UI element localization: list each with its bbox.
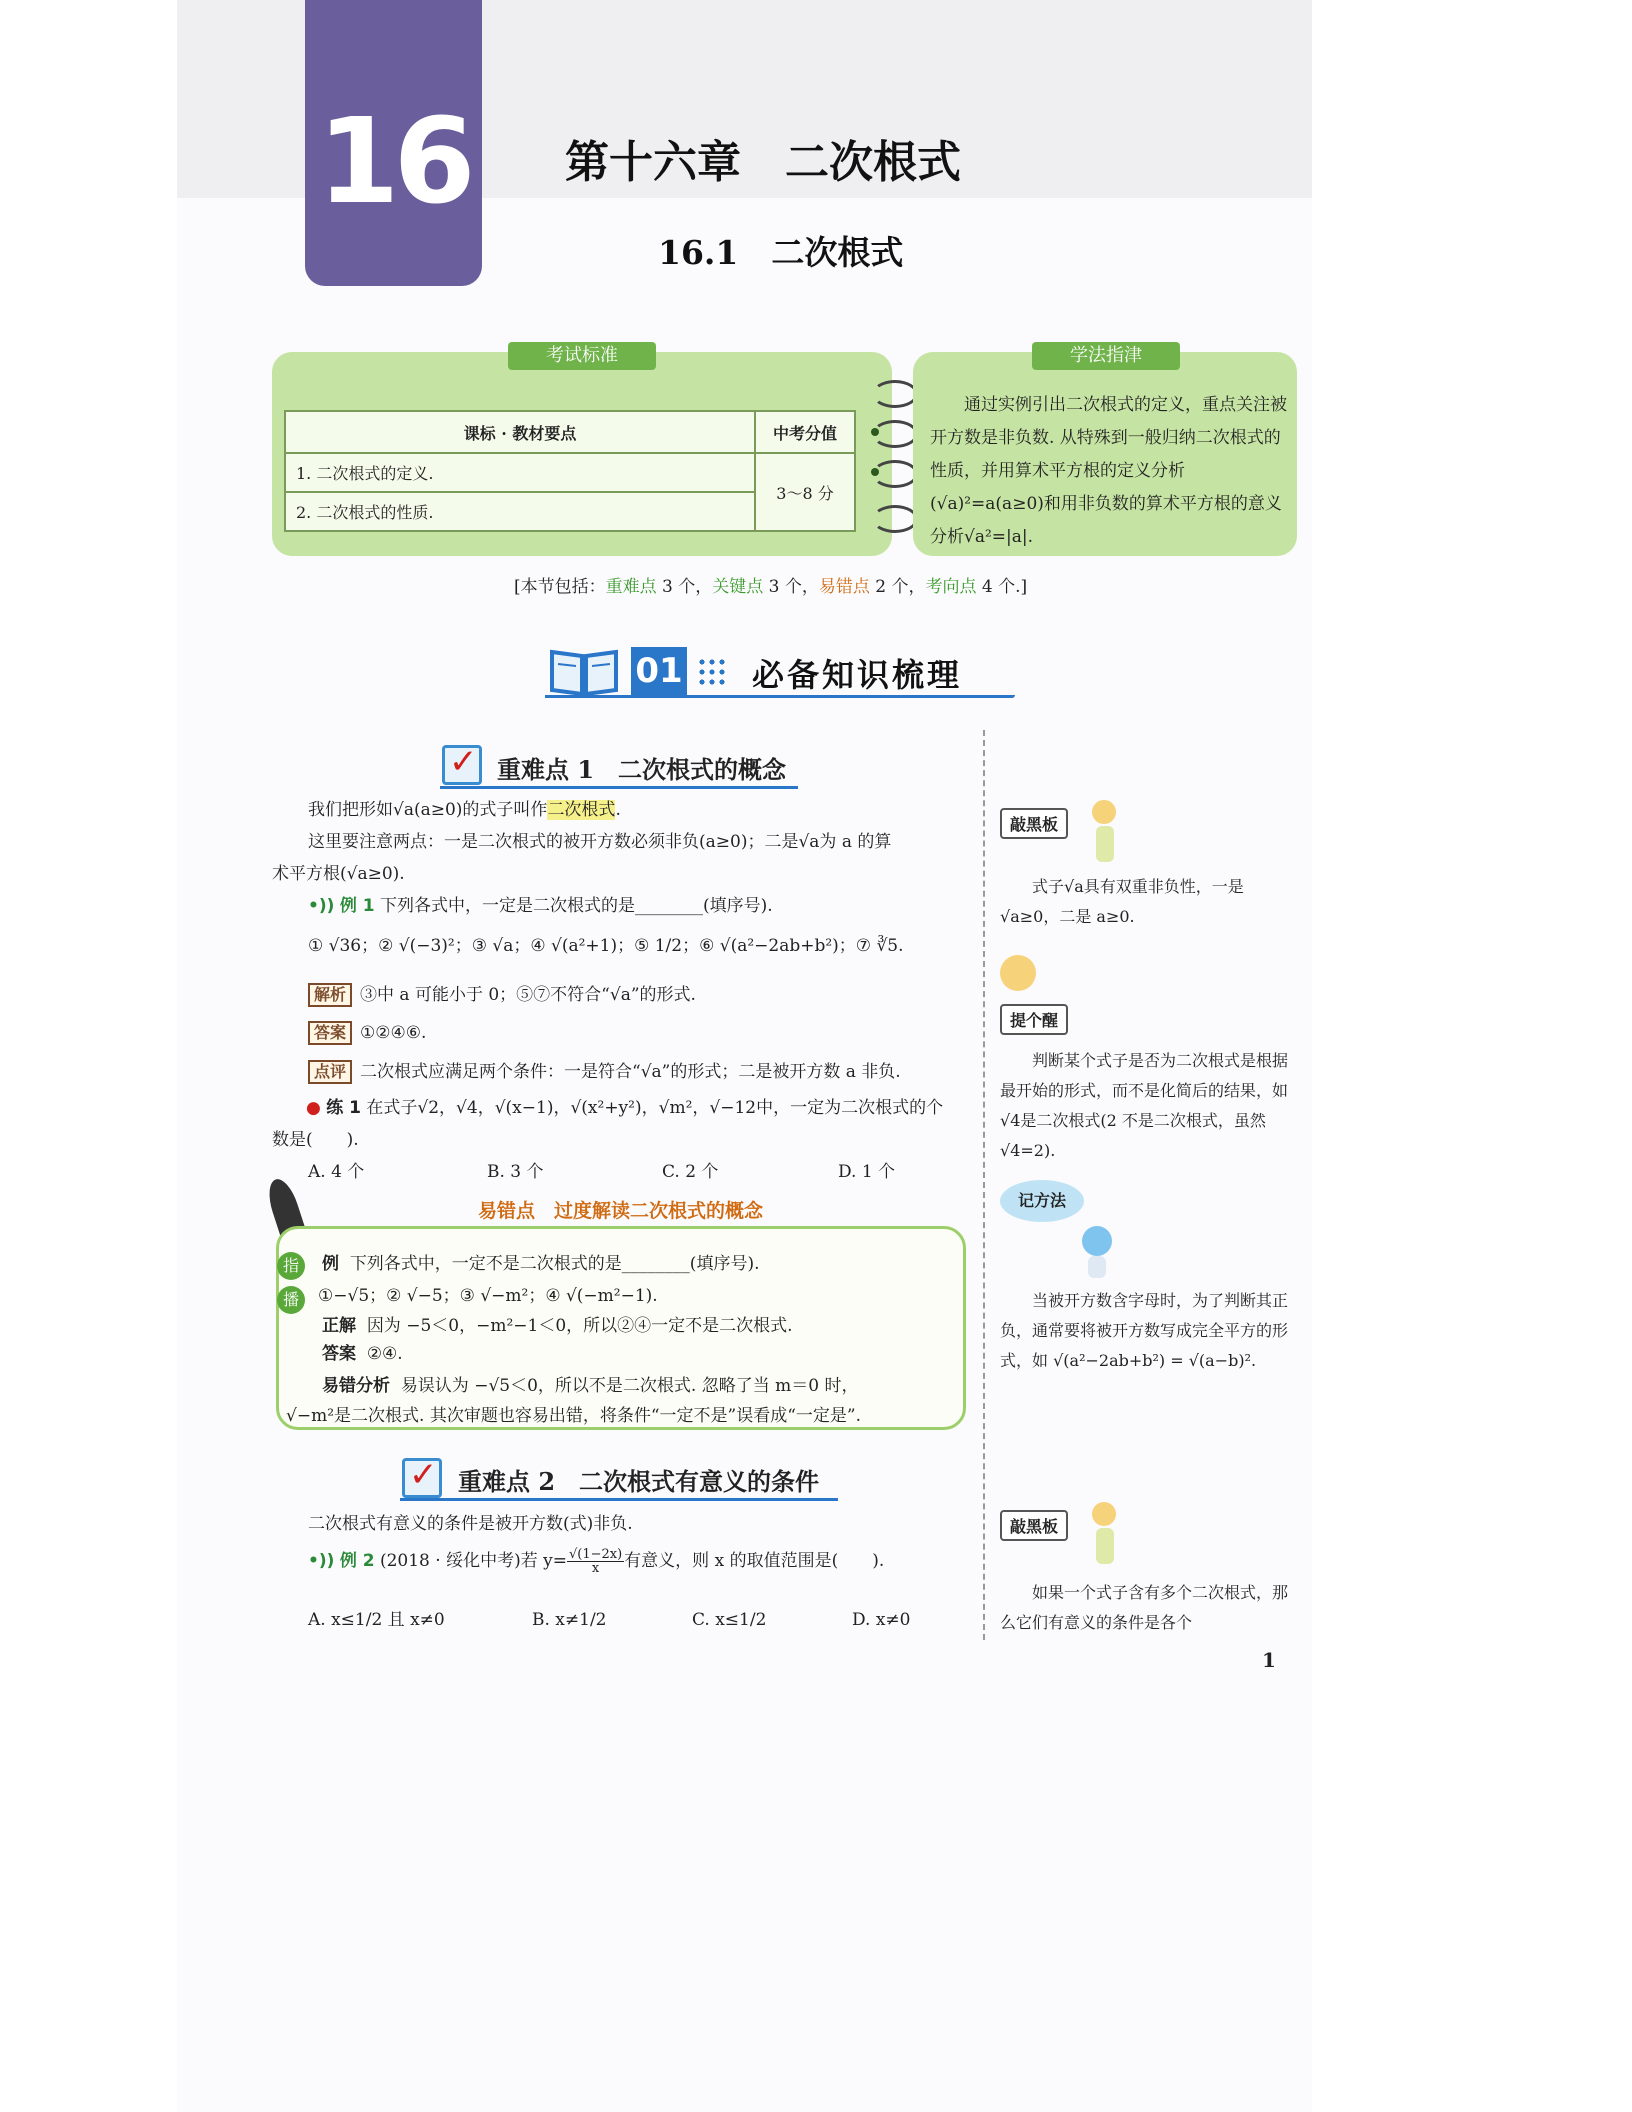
summary-prefix: [本节包括： [514, 577, 606, 597]
example2-suffix: 有意义，则 x 的取值范围是( ). [624, 1551, 885, 1571]
answer-text: ①②④⑥. [360, 1023, 427, 1043]
comment-text: 二次根式应满足两个条件：一是符合“√a”的形式；二是被开方数 a 非负. [360, 1062, 901, 1082]
summary-count: 3 个， [763, 577, 819, 597]
side-char: 播 [277, 1286, 305, 1314]
standards-header-points: 课标 · 教材要点 [285, 411, 755, 453]
binder-hole [871, 468, 879, 476]
solution-text: 因为 −5＜0，−m²−1＜0，所以②④一定不是二次根式. [366, 1316, 793, 1336]
practice-text: 在式子√2，√4，√(x−1)，√(x²+y²)，√m²，√−12中，一定为二次根式的个 [366, 1098, 944, 1118]
topic1-heading: 重难点 1 二次根式的概念 [497, 755, 787, 784]
analysis-tag: 解析 [308, 983, 352, 1007]
remind-text: 判断某个式子是否为二次根式是根据最开始的形式，而不是化简后的结果，如√4是二次根式(2 不是二次根式，虽然√4=2). [1000, 1051, 1289, 1160]
practice-choice-b: B. 3 个 [487, 1162, 544, 1182]
speaker-icon: •)) [308, 1551, 335, 1571]
binder-ring [872, 420, 918, 448]
example1-label: 例 1 [339, 896, 375, 916]
example2-fraction [567, 1548, 624, 1575]
summary-key: 关键点 [712, 577, 764, 597]
memo-tag: 记方法 [1000, 1180, 1084, 1222]
example1-options: ① √36；② √(−3)²；③ √a；④ √(a²+1)；⑤ 1/2；⑥ √(a²−2ab+b²)；⑦ ∛5. [308, 936, 904, 956]
memo-text: 当被开方数含字母时，为了判断其正负，通常要将被开方数写成完全平方的形式，如 √(a²−2ab+b²) = √(a−b)². [1000, 1291, 1289, 1370]
summary-key: 重难点 [605, 577, 657, 597]
summary-key: 考向点 [925, 577, 977, 597]
teacher-cartoon [1092, 800, 1116, 824]
comment-tag: 点评 [308, 1060, 352, 1084]
checkmark-icon: ✓ [442, 745, 482, 785]
binder-hole [871, 428, 879, 436]
topic1-note-line1: 这里要注意两点：一是二次根式的被开方数必须非负(a≥0)；二是√a为 a 的算 [308, 832, 892, 852]
example2-choice-d: D. x≠0 [852, 1610, 911, 1630]
example2-choice-a: A. x≤1/2 且 x≠0 [308, 1610, 445, 1630]
summary-key: 易错点 [818, 577, 870, 597]
column-divider [983, 730, 985, 1640]
error-options: ①−√5；② √−5；③ √−m²；④ √(−m²−1). [318, 1286, 658, 1306]
error-answer-label: 答案 [322, 1344, 356, 1364]
chapter-title: 第十六章 二次根式 [565, 137, 961, 188]
practice1 [306, 1096, 943, 1120]
teacher-cartoon [1092, 1502, 1116, 1526]
standards-header-score: 中考分值 [755, 411, 855, 453]
section-summary [514, 572, 1027, 597]
remind-tag: 提个醒 [1000, 1004, 1068, 1035]
topic1-definition [308, 798, 621, 822]
banner-dots [697, 657, 727, 687]
banner-number: 01 [631, 647, 687, 695]
practice-choice-a: A. 4 个 [308, 1162, 365, 1182]
definition-prefix: 我们把形如√a(a≥0)的式子叫作 [308, 800, 548, 820]
guide-text: 通过实例引出二次根式的定义，重点关注被开方数是非负数. 从特殊到一般归纳二次根式的性质，并用算术平方根的定义分析(√a)²=a(a≥0)和用非负数的算术平方根的意义分析√a²=|a|. [930, 395, 1287, 547]
banner-title: 必备知识梳理 [752, 656, 963, 694]
board2-text: 如果一个式子含有多个二次根式，那么它们有意义的条件是各个 [1000, 1583, 1289, 1632]
open-book-icon [548, 644, 620, 698]
analysis [308, 983, 696, 1007]
example2-label: 例 2 [339, 1551, 375, 1571]
boy-cartoon [1082, 1226, 1112, 1256]
answer-tag: 答案 [308, 1021, 352, 1045]
example1-text: 下列各式中，一定是二次根式的是________(填序号). [379, 896, 773, 916]
binder-ring [872, 380, 918, 408]
error-analysis-label: 易错分析 [322, 1376, 390, 1396]
solution-label: 正解 [322, 1316, 356, 1336]
binder-ring [872, 505, 918, 533]
error-answer-text: ②④. [366, 1344, 403, 1364]
teacher-body [1096, 826, 1114, 862]
standards-row: 2. 二次根式的性质. [285, 492, 755, 531]
comment [308, 1060, 901, 1084]
error-example-text: 下列各式中，一定不是二次根式的是________(填序号). [349, 1254, 760, 1274]
standards-pill: 考试标准 [508, 342, 656, 370]
summary-count: 3 个， [656, 577, 713, 597]
standards-table [284, 410, 856, 532]
topic2-underline [400, 1498, 838, 1501]
chapter-number: 16 [317, 92, 470, 230]
answer [308, 1021, 426, 1045]
error-side-badge [277, 1252, 309, 1324]
speaker-icon: •)) [308, 896, 335, 916]
page-number: 1 [1262, 1648, 1276, 1672]
map-pin-icon: ● [306, 1098, 321, 1118]
girl-cartoon [1000, 955, 1036, 991]
error-analysis-line2: √−m²是二次根式. 其次审题也容易出错，将条件“一定不是”误看成“一定是”. [286, 1406, 861, 1426]
fraction-denominator: x [591, 1561, 600, 1576]
error-title: 易错点 过度解读二次根式的概念 [478, 1200, 764, 1222]
error-example [322, 1252, 759, 1276]
section-title: 16.1 二次根式 [658, 233, 904, 272]
banner-underline [545, 695, 1015, 698]
error-analysis-text: 易误认为 −√5＜0，所以不是二次根式. 忽略了当 m＝0 时， [400, 1376, 859, 1396]
error-analysis [322, 1374, 858, 1398]
standards-row: 1. 二次根式的定义. [285, 453, 755, 492]
practice-choice-c: C. 2 个 [662, 1162, 719, 1182]
practice-choice-d: D. 1 个 [838, 1162, 896, 1182]
example2-choice-b: B. x≠1/2 [532, 1610, 607, 1630]
board1-text: 式子√a具有双重非负性，一是√a≥0，二是 a≥0. [1000, 877, 1244, 926]
topic1-underline [440, 786, 798, 789]
binder-ring [872, 460, 918, 488]
topic1-note-line2: 术平方根(√a≥0). [272, 864, 405, 884]
teacher-body [1096, 1528, 1114, 1564]
analysis-text: ③中 a 可能小于 0；⑤⑦不符合“√a”的形式. [360, 985, 696, 1005]
boy-body [1088, 1256, 1106, 1278]
practice-label: 练 1 [326, 1098, 361, 1118]
example2-prefix: (2018 · 绥化中考)若 y= [379, 1551, 567, 1571]
error-example-label: 例 [322, 1254, 339, 1274]
definition-suffix: . [615, 800, 621, 820]
practice1-line2: 数是( ). [272, 1130, 359, 1150]
board-tag: 敲黑板 [1000, 808, 1068, 839]
topic2-heading: 重难点 2 二次根式有意义的条件 [458, 1467, 820, 1496]
error-solution [322, 1314, 793, 1338]
summary-count: 2 个， [869, 577, 926, 597]
topic2-text: 二次根式有意义的条件是被开方数(式)非负. [308, 1514, 633, 1534]
fraction-numerator: √(1−2x) [568, 1547, 623, 1562]
definition-term: 二次根式 [547, 800, 616, 820]
checkmark-icon: ✓ [402, 1458, 442, 1498]
summary-count: 4 个.] [976, 577, 1028, 597]
board-tag: 敲黑板 [1000, 1510, 1068, 1541]
guide-pill: 学法指津 [1032, 342, 1180, 370]
example2 [308, 1548, 884, 1575]
standards-score: 3～8 分 [755, 453, 855, 531]
example1 [308, 894, 773, 918]
example2-choice-c: C. x≤1/2 [692, 1610, 767, 1630]
side-char: 指 [277, 1252, 305, 1280]
error-answer [322, 1342, 403, 1366]
